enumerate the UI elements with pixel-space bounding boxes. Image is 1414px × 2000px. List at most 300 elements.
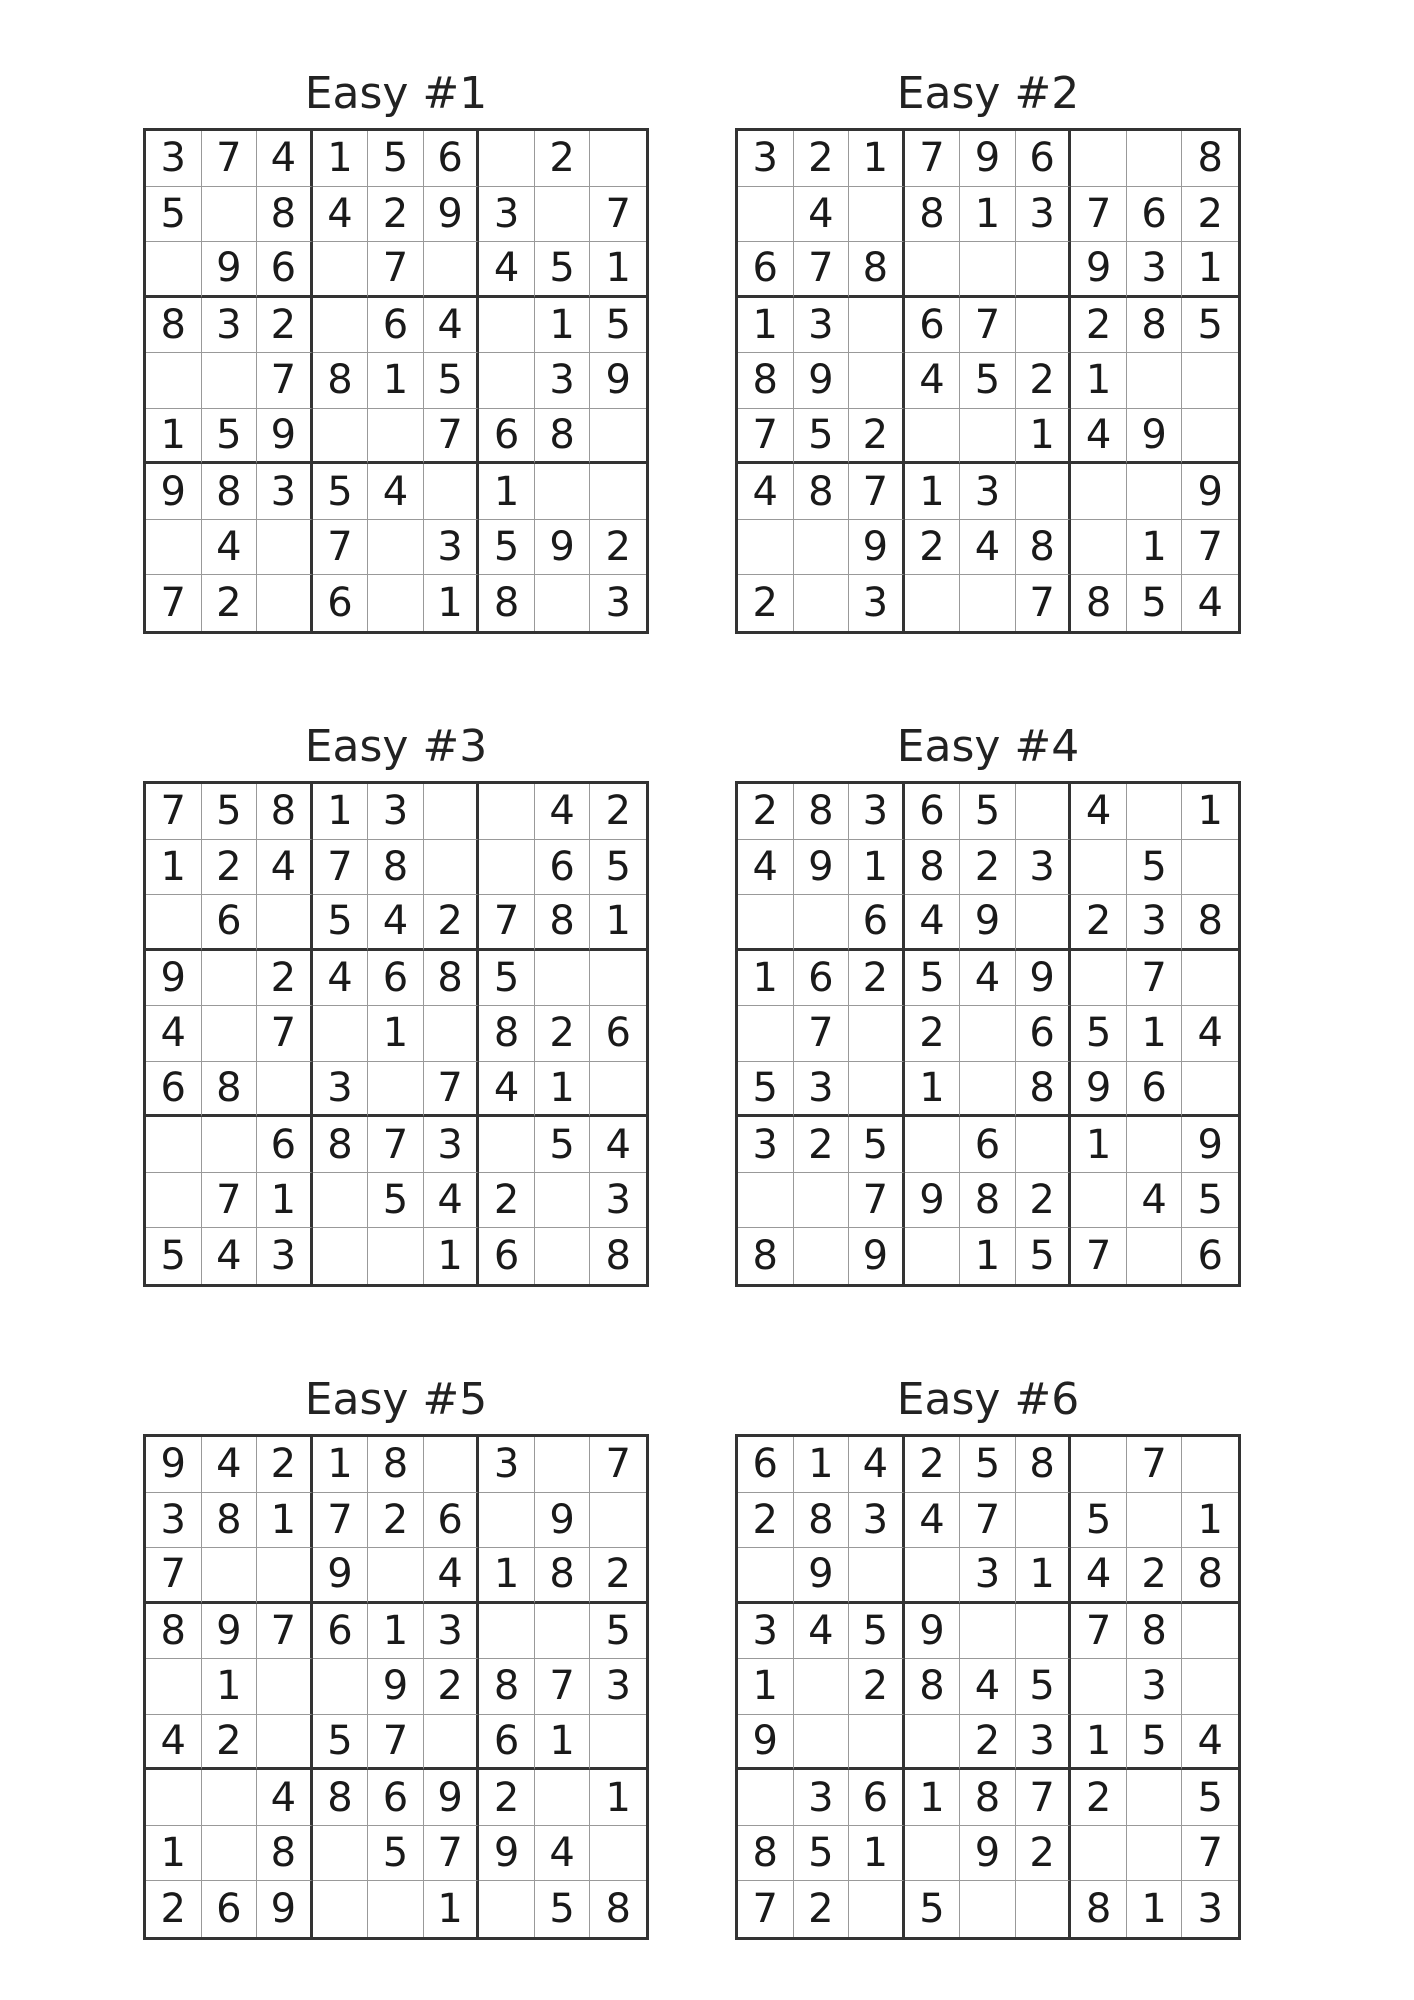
sudoku-cell [590,1826,646,1882]
sudoku-cell: 7 [424,1826,480,1882]
sudoku-cell: 8 [960,1770,1016,1826]
sudoku-cell: 3 [1016,187,1072,243]
sudoku-cell [202,353,258,409]
sudoku-cell [738,1548,794,1604]
sudoku-cell: 2 [1182,187,1238,243]
sudoku-cell: 9 [257,1881,313,1937]
sudoku-cell: 9 [905,1604,961,1660]
sudoku-cell: 3 [1016,840,1072,896]
sudoku-cell: 5 [368,131,424,187]
sudoku-cell [535,1770,591,1826]
sudoku-cell: 3 [738,131,794,187]
sudoku-cell: 7 [1127,951,1183,1007]
sudoku-cell: 9 [1016,951,1072,1007]
sudoku-cell: 9 [1127,409,1183,465]
sudoku-cell: 2 [1016,1173,1072,1229]
sudoku-cell [479,298,535,354]
sudoku-cell [146,1770,202,1826]
sudoku-cell: 6 [313,1604,369,1660]
sudoku-cell: 6 [794,951,850,1007]
sudoku-cell: 6 [202,895,258,951]
sudoku-cell [1071,464,1127,520]
sudoku-cell [146,520,202,576]
sudoku-cell: 6 [1127,187,1183,243]
sudoku-cell [960,242,1016,298]
sudoku-cell: 9 [535,520,591,576]
sudoku-cell [146,1117,202,1173]
sudoku-cell [905,1826,961,1882]
sudoku-cell [849,298,905,354]
sudoku-cell [1127,1117,1183,1173]
sudoku-cell: 6 [1197,1233,1223,1280]
sudoku-cell [313,1173,369,1229]
sudoku-cell: 1 [313,131,369,187]
sudoku-cell [1016,298,1072,354]
sudoku-cell [1016,1881,1072,1937]
sudoku-cell [479,784,535,840]
sudoku-cell [313,1228,369,1284]
sudoku-cell: 7 [1071,1228,1127,1284]
sudoku-cell: 2 [960,1715,1016,1771]
sudoku-cell: 3 [738,1604,794,1660]
sudoku-cell: 9 [849,520,905,576]
sudoku-cell: 3 [590,1173,646,1229]
sudoku-cell [257,1062,313,1118]
sudoku-cell: 7 [905,131,961,187]
sudoku-cell: 4 [146,1006,202,1062]
sudoku-cell: 5 [313,895,369,951]
sudoku-cell: 8 [257,784,313,840]
sudoku-cell [1071,131,1127,187]
sudoku-cell: 3 [849,784,905,840]
sudoku-cell: 6 [313,575,369,631]
sudoku-cell: 7 [1071,187,1127,243]
sudoku-cell: 8 [535,409,591,465]
sudoku-cell: 7 [257,1006,313,1062]
sudoku-cell: 1 [1182,242,1238,298]
sudoku-cell [738,1173,794,1229]
sudoku-cell: 3 [590,1659,646,1715]
sudoku-cell: 7 [1016,1770,1072,1826]
sudoku-cell: 7 [1182,1826,1238,1882]
sudoku-cell [794,1715,850,1771]
sudoku-cell: 2 [146,1881,202,1937]
sudoku-cell: 4 [1127,1173,1183,1229]
sudoku-cell: 8 [1071,575,1127,631]
sudoku-cell [849,1548,905,1604]
puzzle-title: Easy #2 [896,68,1080,119]
sudoku-cell: 3 [257,1228,313,1284]
sudoku-cell: 2 [368,1493,424,1549]
sudoku-cell [257,575,313,631]
sudoku-cell [794,895,850,951]
sudoku-cell: 1 [368,353,424,409]
sudoku-cell: 2 [738,784,794,840]
sudoku-cell [960,1881,1016,1937]
sudoku-cell: 5 [590,840,646,896]
sudoku-cell [479,840,535,896]
sudoku-cell: 9 [202,1604,258,1660]
sudoku-cell: 7 [1016,575,1072,631]
sudoku-cell: 6 [368,951,424,1007]
sudoku-cell: 8 [1016,1062,1072,1118]
sudoku-cell: 7 [368,1715,424,1771]
sudoku-cell [1182,1062,1238,1118]
sudoku-cell: 7 [960,1493,1016,1549]
sudoku-cell: 8 [905,187,961,243]
sudoku-cell [1071,840,1127,896]
sudoku-cell: 9 [146,951,202,1007]
sudoku-cell: 2 [905,1437,961,1493]
sudoku-cell: 6 [368,298,424,354]
sudoku-cell: 3 [794,1062,850,1118]
sudoku-cell [424,840,480,896]
sudoku-cell: 2 [202,840,258,896]
sudoku-cell: 2 [1071,895,1127,951]
sudoku-cell [1182,1437,1238,1493]
sudoku-cell [535,1604,591,1660]
sudoku-cell: 4 [1071,1548,1127,1604]
sudoku-cell: 2 [849,409,905,465]
sudoku-cell: 8 [1182,1548,1238,1604]
sudoku-cell: 1 [424,575,480,631]
sudoku-cell: 1 [1016,409,1072,465]
sudoku-cell: 6 [535,840,591,896]
sudoku-cell [1016,784,1072,840]
sudoku-cell: 9 [424,1770,480,1826]
sudoku-cell: 2 [905,1006,961,1062]
sudoku-cell: 3 [146,1493,202,1549]
sudoku-cell: 9 [738,1715,794,1771]
sudoku-cell [849,353,905,409]
sudoku-cell: 8 [1182,131,1238,187]
sudoku-cell [960,1062,1016,1118]
sudoku-cell: 1 [257,1173,313,1229]
sudoku-cell: 9 [313,1548,369,1604]
sudoku-cell [257,520,313,576]
sudoku-cell: 7 [1127,1437,1183,1493]
sudoku-cell [849,187,905,243]
sudoku-cell: 6 [849,895,905,951]
sudoku-cell: 6 [590,1006,646,1062]
sudoku-cell: 3 [738,1117,794,1173]
sudoku-cell: 5 [905,951,961,1007]
sudoku-cell [1182,353,1238,409]
sudoku-cell [368,575,424,631]
sudoku-cell [905,1715,961,1771]
puzzle-title: Easy #4 [896,721,1080,772]
sudoku-cell: 4 [424,1548,480,1604]
sudoku-cell: 8 [202,464,258,520]
sudoku-cell: 4 [794,1604,850,1660]
sudoku-cell [590,464,646,520]
sudoku-cell [202,1006,258,1062]
sudoku-cell [590,1493,646,1549]
sudoku-cell [146,895,202,951]
sudoku-cell [1071,1437,1127,1493]
sudoku-cell [1016,1493,1072,1549]
sudoku-cell [368,1062,424,1118]
sudoku-cell [257,1548,313,1604]
sudoku-cell [424,1715,480,1771]
sudoku-cell: 7 [590,1437,646,1493]
sudoku-cell: 9 [1182,1117,1238,1173]
sudoku-cell: 7 [257,353,313,409]
sudoku-cell: 6 [905,298,961,354]
sudoku-cell [146,1173,202,1229]
sudoku-cell: 1 [794,1437,850,1493]
sudoku-cell: 8 [313,1117,369,1173]
sudoku-cell: 5 [1182,1173,1238,1229]
sudoku-cell: 2 [590,784,646,840]
sudoku-cell [1127,1493,1183,1549]
sudoku-cell: 3 [794,298,850,354]
sudoku-cell [738,895,794,951]
sudoku-cell: 9 [146,1437,202,1493]
sudoku-cell: 5 [960,353,1016,409]
sudoku-cell [1127,1228,1183,1284]
sudoku-cell: 9 [479,1826,535,1882]
sudoku-cell: 6 [257,1117,313,1173]
sudoku-cell: 1 [535,298,591,354]
sudoku-cell: 8 [1127,298,1183,354]
sudoku-cell: 1 [905,464,961,520]
sudoku-cell [1071,1659,1127,1715]
sudoku-cell [202,1548,258,1604]
sudoku-cell: 7 [794,1006,850,1062]
sudoku-cell: 2 [202,575,258,631]
sudoku-cell [1071,520,1127,576]
sudoku-cell [738,1770,794,1826]
sudoku-cell: 8 [905,840,961,896]
sudoku-cell: 9 [794,353,850,409]
sudoku-cell: 2 [849,951,905,1007]
sudoku-cell: 1 [1071,353,1127,409]
sudoku-cell: 2 [849,1659,905,1715]
sudoku-cell: 8 [1071,1881,1127,1937]
sudoku-cell: 6 [202,1881,258,1937]
sudoku-grid [735,128,1241,634]
sudoku-cell: 8 [479,1006,535,1062]
sudoku-cell: 5 [313,464,369,520]
sudoku-cell: 5 [424,353,480,409]
sudoku-cell: 1 [849,1826,905,1882]
sudoku-cell: 7 [849,1173,905,1229]
sudoku-cell: 4 [849,1437,905,1493]
sudoku-cell [202,187,258,243]
sudoku-cell [738,1006,794,1062]
sudoku-cell: 4 [738,840,794,896]
sudoku-cell: 7 [1182,520,1238,576]
sudoku-cell: 2 [424,1659,480,1715]
sudoku-cell: 9 [146,464,202,520]
sudoku-cell: 5 [849,1117,905,1173]
sudoku-cell: 6 [738,1437,794,1493]
sudoku-cell [905,575,961,631]
sudoku-cell: 8 [313,353,369,409]
sudoku-grid [143,128,649,634]
sudoku-cell: 5 [794,409,850,465]
sudoku-cell: 8 [905,1659,961,1715]
sudoku-cell: 1 [368,1006,424,1062]
sudoku-cell [849,1881,905,1937]
sudoku-cell [424,1006,480,1062]
sudoku-cell: 4 [368,464,424,520]
sudoku-cell: 3 [849,575,905,631]
sudoku-cell: 2 [257,951,313,1007]
sudoku-cell [257,1659,313,1715]
sudoku-cell: 8 [960,1173,1016,1229]
sudoku-cell: 1 [960,187,1016,243]
sudoku-cell: 2 [479,1770,535,1826]
sudoku-cell: 8 [535,1548,591,1604]
sudoku-cell [1182,840,1238,896]
sudoku-cell [1182,409,1238,465]
sudoku-cell: 3 [424,1604,480,1660]
sudoku-cell: 4 [202,520,258,576]
sudoku-cell: 5 [535,1881,591,1937]
sudoku-cell [1016,1117,1072,1173]
sudoku-cell: 7 [424,1062,480,1118]
sudoku-cell [1127,353,1183,409]
sudoku-cell: 4 [202,1228,258,1284]
sudoku-cell [535,575,591,631]
sudoku-cell: 8 [202,1493,258,1549]
sudoku-cell: 2 [738,1493,794,1549]
sudoku-cell [535,1437,591,1493]
sudoku-cell: 3 [1127,895,1183,951]
sudoku-cell: 8 [202,1062,258,1118]
sudoku-cell: 9 [535,1493,591,1549]
sudoku-cell: 2 [257,1437,313,1493]
sudoku-cell: 1 [146,1826,202,1882]
sudoku-cell: 5 [738,1062,794,1118]
sudoku-cell: 7 [738,1881,794,1937]
sudoku-cell: 6 [257,242,313,298]
sudoku-cell: 1 [849,840,905,896]
sudoku-cell: 5 [479,951,535,1007]
sudoku-cell [1182,1604,1238,1660]
sudoku-cell: 7 [424,409,480,465]
sudoku-cell: 2 [202,1715,258,1771]
sudoku-cell [1182,951,1238,1007]
sudoku-cell [1071,1173,1127,1229]
sudoku-cell: 9 [960,895,1016,951]
sudoku-cell [535,464,591,520]
sudoku-cell [905,409,961,465]
sudoku-cell: 2 [905,520,961,576]
sudoku-cell: 9 [590,353,646,409]
sudoku-cell [313,1659,369,1715]
sudoku-cell: 2 [1016,1826,1072,1882]
sudoku-cell [313,1006,369,1062]
sudoku-cell: 8 [738,1228,794,1284]
sudoku-cell: 5 [1127,575,1183,631]
sudoku-cell: 8 [368,1437,424,1493]
sudoku-cell [368,409,424,465]
sudoku-cell: 8 [1182,895,1238,951]
sudoku-cell: 4 [424,1173,480,1229]
sudoku-cell [1016,1604,1072,1660]
sudoku-cell [368,1228,424,1284]
sudoku-cell [590,409,646,465]
sudoku-cell [479,353,535,409]
sudoku-cell: 7 [479,895,535,951]
sudoku-cell [1016,464,1072,520]
sudoku-cell: 3 [1197,1886,1223,1933]
sudoku-cell: 2 [1071,298,1127,354]
sudoku-cell: 1 [590,1770,646,1826]
sudoku-cell: 4 [905,1493,961,1549]
sudoku-cell: 7 [1071,1604,1127,1660]
sudoku-cell: 5 [313,1715,369,1771]
sudoku-cell: 7 [146,575,202,631]
sudoku-cell: 4 [535,784,591,840]
sudoku-cell [794,1173,850,1229]
sudoku-cell: 6 [960,1117,1016,1173]
sudoku-cell [590,1715,646,1771]
sudoku-cell: 2 [535,1006,591,1062]
sudoku-cell: 8 [605,1886,631,1933]
sudoku-cell [479,1493,535,1549]
sudoku-cell: 2 [738,575,794,631]
puzzle-title: Easy #1 [304,68,488,119]
sudoku-cell: 1 [146,840,202,896]
sudoku-cell: 6 [424,131,480,187]
sudoku-cell [590,131,646,187]
sudoku-cell: 1 [535,1062,591,1118]
sudoku-cell: 5 [368,1826,424,1882]
sudoku-cell: 7 [146,1548,202,1604]
sudoku-cell: 9 [424,187,480,243]
sudoku-grid [735,1434,1241,1940]
sudoku-cell: 4 [202,1437,258,1493]
sudoku-cell: 8 [146,298,202,354]
sudoku-cell: 3 [146,131,202,187]
sudoku-cell: 7 [202,1173,258,1229]
sudoku-cell: 9 [849,1228,905,1284]
sudoku-cell: 5 [960,1437,1016,1493]
sudoku-grid [143,1434,649,1940]
puzzle-title: Easy #3 [304,721,488,772]
sudoku-cell: 8 [479,575,535,631]
sudoku-cell: 5 [794,1826,850,1882]
sudoku-cell: 7 [849,464,905,520]
sudoku-cell: 4 [479,1062,535,1118]
sudoku-cell: 9 [202,242,258,298]
sudoku-cell: 6 [1016,1006,1072,1062]
sudoku-cell: 5 [146,1228,202,1284]
sudoku-cell [202,1826,258,1882]
sudoku-cell: 6 [146,1062,202,1118]
sudoku-cell: 3 [1127,1659,1183,1715]
sudoku-cell: 2 [535,131,591,187]
sudoku-cell: 6 [738,242,794,298]
sudoku-cell: 8 [794,1493,850,1549]
sudoku-cell [794,575,850,631]
puzzle-title: Easy #6 [896,1374,1080,1425]
sudoku-cell: 8 [794,784,850,840]
sudoku-cell: 6 [424,1493,480,1549]
sudoku-cell [535,187,591,243]
sudoku-cell: 9 [368,1659,424,1715]
sudoku-cell: 4 [905,353,961,409]
sudoku-cell [905,1548,961,1604]
sudoku-cell [202,1117,258,1173]
sudoku-cell: 7 [368,242,424,298]
sudoku-cell [368,1881,424,1937]
sudoku-cell: 4 [257,840,313,896]
